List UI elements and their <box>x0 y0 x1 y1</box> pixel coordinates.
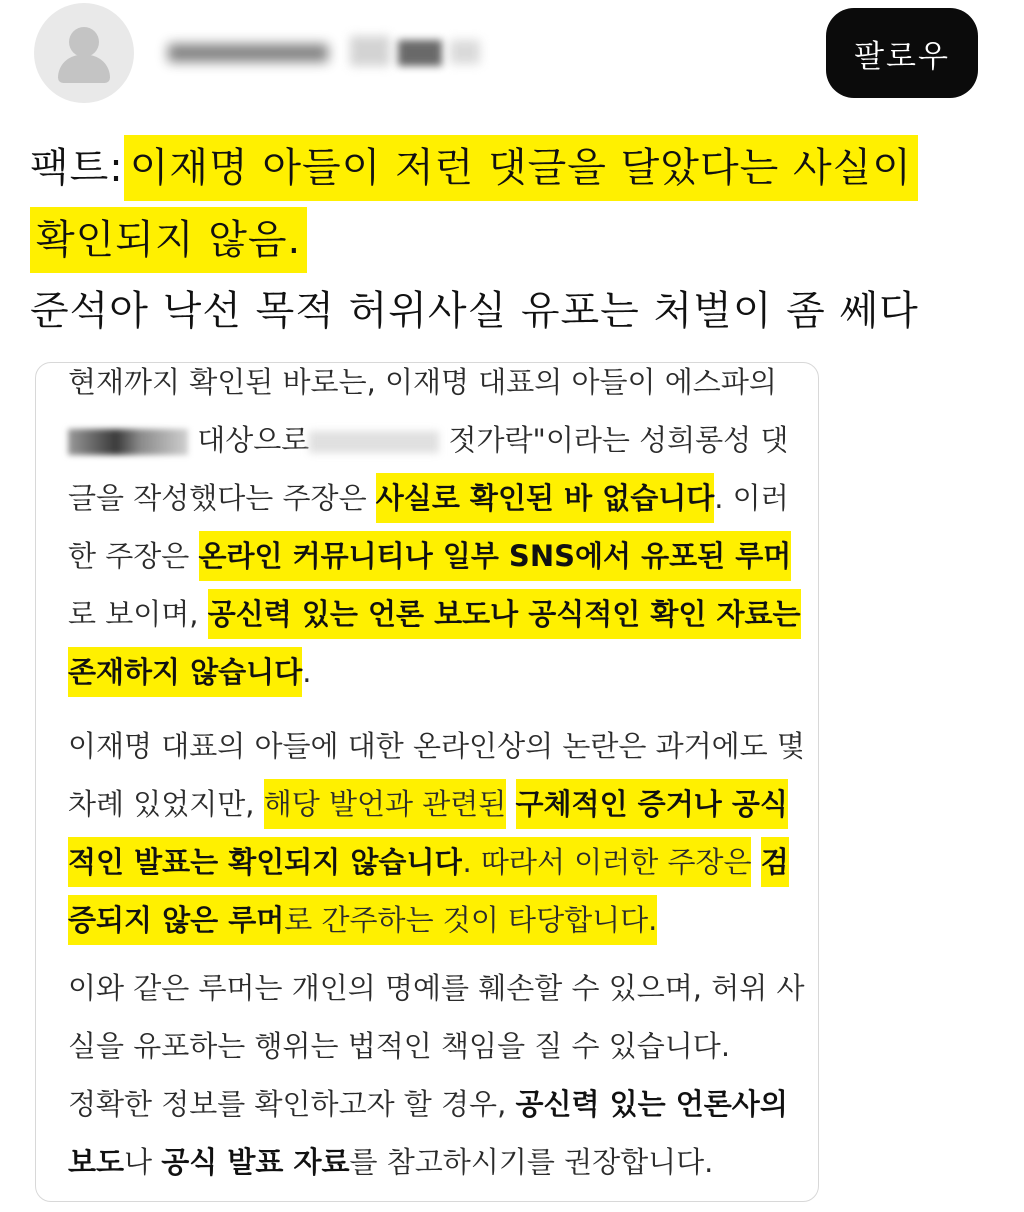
p1-highlight-2: 온라인 커뮤니티나 일부 SNS에서 유포된 루머 <box>199 531 792 581</box>
p1-highlight-3: 공신력 있는 언론 보도나 공식적인 확인 자료는 존재하지 않습니다 <box>68 589 801 697</box>
quoted-screenshot-card[interactable] <box>35 362 819 1202</box>
p2-text-a: 이재명 대표의 아들에 대한 온라인상의 논란은 과거에도 몇 차례 있었지만, <box>68 729 805 821</box>
p2-highlight-1: 해당 발언과 관련된 <box>264 779 507 829</box>
paragraph-2 <box>68 717 808 949</box>
redaction-blur <box>398 40 442 66</box>
p1-text-g: 로 보이며, <box>68 597 199 631</box>
p4-text-c: 나 <box>124 1145 153 1179</box>
p1-highlight-1: 사실로 확인된 바 없습니다 <box>376 473 714 523</box>
redacted-word-blur <box>309 431 439 453</box>
p1-text-i: . <box>302 655 312 689</box>
avatar-body-icon <box>58 55 110 83</box>
paragraph-3: 이와 같은 루머는 개인의 명예를 훼손할 수 있으며, 허위 사실을 유포하는 행위는 법적인 책임을 질 수 있습니다. <box>68 971 805 1063</box>
p1-text-e: . 이러한 주장은 <box>68 481 789 573</box>
p2-highlight-4: 검증되지 않은 루머 <box>68 837 789 945</box>
paragraph-4 <box>68 1075 808 1191</box>
fact-highlight-2: 확인되지 않음. <box>30 207 307 273</box>
post-line-1 <box>30 145 912 191</box>
p2-highlight-3: . 따라서 이러한 주장은 <box>462 837 751 887</box>
fact-label: 팩트: <box>30 145 124 191</box>
paragraph-1 <box>68 362 808 701</box>
redaction-blur <box>168 44 328 62</box>
p1-text-a: 현재까지 확인된 바로는, 이재명 대표의 아들이 에스파의 <box>68 365 777 399</box>
p4-bold-1: 공신력 있는 언론사의 보도 <box>68 1087 788 1179</box>
p4-text-a: 정확한 정보를 확인하고자 할 경우, <box>68 1087 507 1121</box>
p1-text-c: 젓가락"이라는 성희롱성 댓글을 작성했다는 주장은 <box>68 423 789 515</box>
redaction-blur <box>450 40 480 64</box>
username-redacted[interactable] <box>160 30 490 76</box>
avatar-head-icon <box>69 27 99 57</box>
avatar[interactable] <box>34 3 134 103</box>
redaction-blur <box>350 36 390 66</box>
p2-highlight-5: 로 간주하는 것이 타당합니다. <box>284 895 657 945</box>
p2-highlight-2: 구체적인 증거나 공식적인 발표는 확인되지 않습니다 <box>68 779 788 887</box>
redacted-name-blur <box>68 429 188 455</box>
p4-text-e: 를 참고하시기를 권장합니다. <box>349 1145 714 1179</box>
follow-button[interactable]: 팔로우 <box>826 8 978 98</box>
p1-text-b: 대상으로 <box>197 423 310 457</box>
post-header <box>0 0 1024 110</box>
post-line-3: 준석아 낙선 목적 허위사실 유포는 처벌이 좀 쎄다 <box>30 288 919 334</box>
post-line-2 <box>30 217 830 263</box>
fact-highlight-1: 이재명 아들이 저런 댓글을 달았다는 사실이 <box>124 135 918 201</box>
p4-bold-2: 공식 발표 자료 <box>161 1145 350 1179</box>
